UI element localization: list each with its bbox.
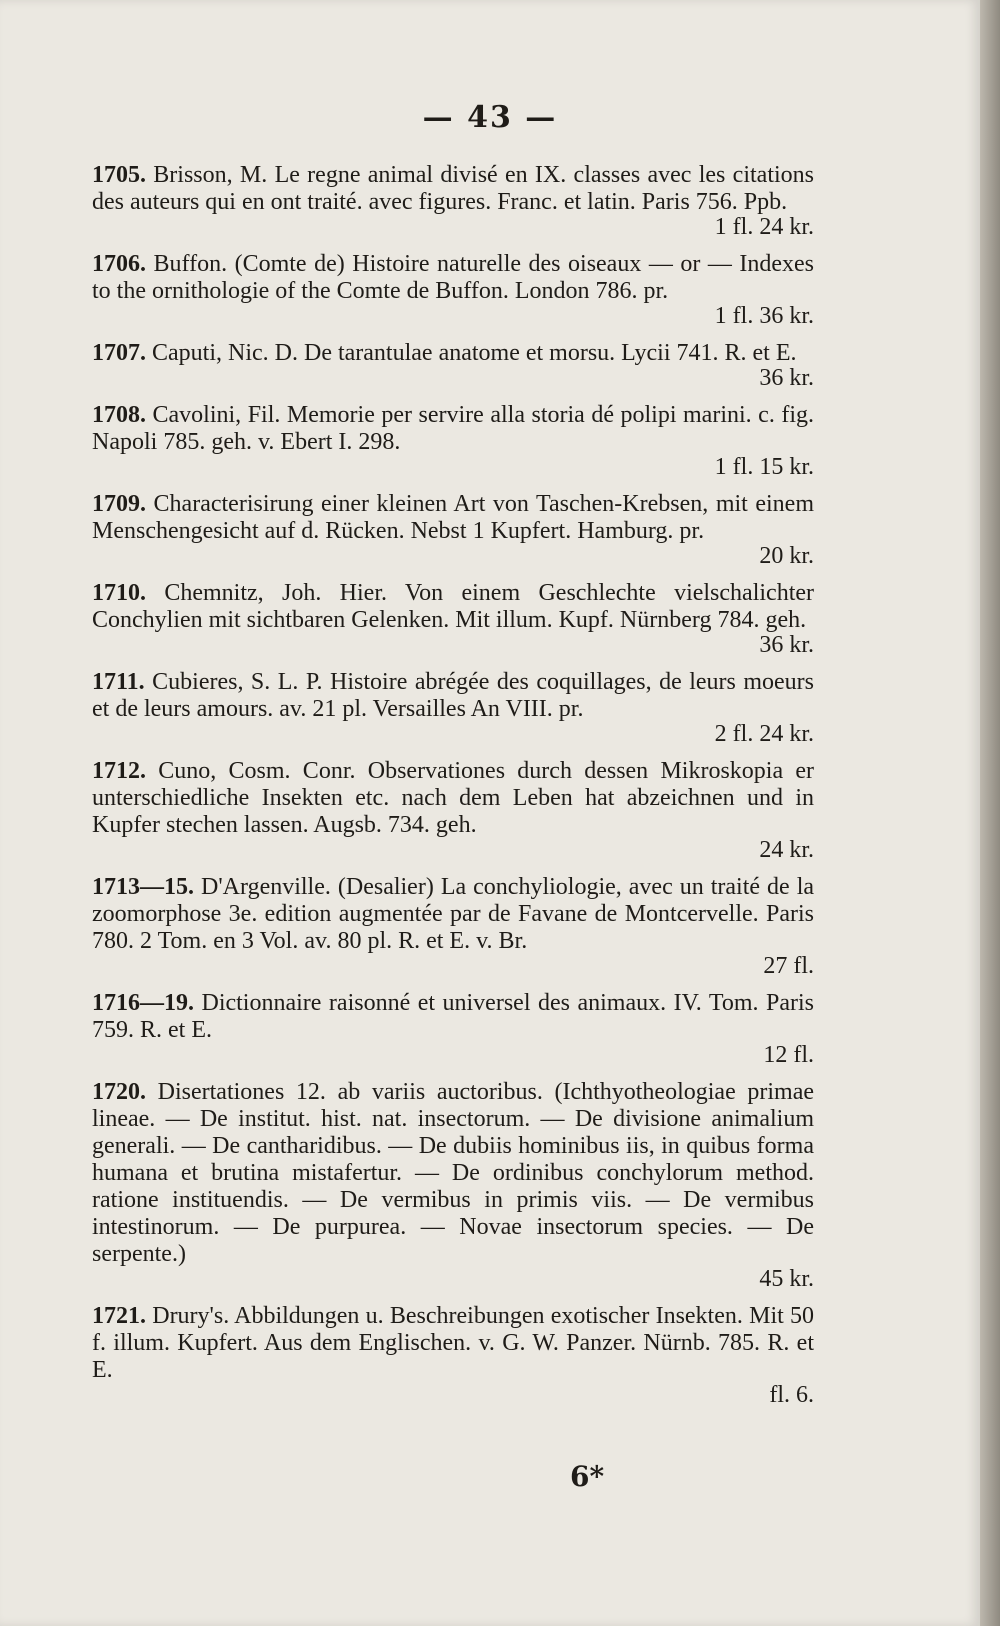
catalog-entry bbox=[92, 580, 814, 659]
catalog-entry bbox=[92, 1079, 814, 1293]
entry-price: 20 kr. bbox=[759, 543, 814, 569]
entry-text: D'Argenville. (Desalier) La conchyliologie, avec un traité de la zoomorphose 3e. edition augmentée par de Favane de Montcervelle. Paris 780. 2 Tom. en 3 Vol. av. 80 pl. R. et E. v. Br. bbox=[92, 874, 815, 954]
catalog-entries bbox=[92, 162, 814, 1419]
entry-price: 45 kr. bbox=[759, 1266, 814, 1292]
entry-price: 12 fl. bbox=[763, 1042, 814, 1068]
entry-price: 27 fl. bbox=[763, 953, 814, 979]
entry-number: 1708. bbox=[92, 402, 146, 428]
catalog-entry bbox=[92, 990, 814, 1069]
catalog-entry bbox=[92, 340, 814, 392]
catalog-entry bbox=[92, 669, 814, 748]
entry-number: 1721. bbox=[92, 1303, 146, 1329]
catalog-entry bbox=[92, 402, 814, 481]
entry-price: 1 fl. 24 kr. bbox=[714, 214, 814, 240]
catalog-entry bbox=[92, 1303, 814, 1409]
entry-price: 2 fl. 24 kr. bbox=[714, 721, 814, 747]
signature-mark: 6* bbox=[570, 1460, 605, 1493]
entry-text: Buffon. (Comte de) Histoire naturelle des oiseaux — or — Indexes to the ornithologie of the Comte de Buffon. London 786. pr. bbox=[92, 251, 814, 304]
catalog-entry bbox=[92, 758, 814, 864]
entry-number: 1706. bbox=[92, 251, 146, 277]
page-header: — 43 — bbox=[422, 100, 558, 135]
entry-price: fl. 6. bbox=[769, 1382, 814, 1408]
book-spine-shadow bbox=[980, 0, 1000, 1626]
entry-price: 36 kr. bbox=[759, 632, 814, 658]
entry-text: Chemnitz, Joh. Hier. Von einem Geschlechte vielschalichter Conchylien mit sichtbaren Gelenken. Mit illum. Kupf. Nürnberg 784. geh. bbox=[92, 580, 815, 633]
catalog-entry bbox=[92, 491, 814, 570]
entry-text: Disertationes 12. ab variis auctoribus. (Ichthyotheologiae primae lineae. — De institut. hist. nat. insectorum. — De divisione animalium generali. — De cantharidibus. — De dubiis hominibus iis, in quibus forma humana et brutina mistafertur. — De ordinibus conchylorum method. ratione instituendis. — De vermibus in primis viis. — De vermibus intestinorum. — De purpurea. — Novae insectorum species. — De serpente.) bbox=[92, 1079, 815, 1267]
entry-text: Caputi, Nic. D. De tarantulae anatome et morsu. Lycii 741. R. et E. bbox=[152, 340, 797, 366]
entry-number: 1705. bbox=[92, 162, 146, 188]
entry-price: 1 fl. 15 kr. bbox=[714, 454, 814, 480]
entry-number: 1720. bbox=[92, 1079, 146, 1105]
entry-number: 1709. bbox=[92, 491, 146, 517]
entry-number: 1712. bbox=[92, 758, 146, 784]
entry-text: Brisson, M. Le regne animal divisé en IX. classes avec les citations des auteurs qui en ont traité. avec figures. Franc. et latin. Paris 756. Ppb. bbox=[92, 162, 814, 215]
entry-text: Drury's. Abbildungen u. Beschreibungen exotischer Insekten. Mit 50 f. illum. Kupfert. Aus dem Englischen. v. G. W. Panzer. Nürnb. 785. R. et E. bbox=[92, 1303, 815, 1383]
catalog-entry bbox=[92, 251, 814, 330]
entry-number: 1711. bbox=[92, 669, 145, 695]
catalog-entry bbox=[92, 874, 814, 980]
entry-text: Characterisirung einer kleinen Art von Taschen-Krebsen, mit einem Menschengesicht auf d. Rücken. Nebst 1 Kupfert. Hamburg. pr. bbox=[92, 491, 814, 544]
entry-price: 1 fl. 36 kr. bbox=[714, 303, 814, 329]
entry-text: Dictionnaire raisonné et universel des animaux. IV. Tom. Paris 759. R. et E. bbox=[92, 990, 814, 1043]
entry-text: Cavolini, Fil. Memorie per servire alla storia dé polipi marini. c. fig. Napoli 785. geh. v. Ebert I. 298. bbox=[92, 402, 814, 455]
entry-number: 1710. bbox=[92, 580, 146, 606]
entry-number: 1716—19. bbox=[92, 990, 194, 1016]
entry-number: 1707. bbox=[92, 340, 146, 366]
catalog-entry bbox=[92, 162, 814, 241]
entry-text: Cuno, Cosm. Conr. Observationes durch dessen Mikroskopia er unterschiedliche Insekten etc. nach dem Leben hat abzeichnen und in Kupfer stechen lassen. Augsb. 734. geh. bbox=[92, 758, 814, 838]
entry-price: 36 kr. bbox=[759, 365, 814, 391]
entry-text: Cubieres, S. L. P. Histoire abrégée des coquillages, de leurs moeurs et de leurs amours. av. 21 pl. Versailles An VIII. pr. bbox=[92, 669, 814, 722]
entry-number: 1713—15. bbox=[92, 874, 194, 900]
entry-price: 24 kr. bbox=[759, 837, 814, 863]
